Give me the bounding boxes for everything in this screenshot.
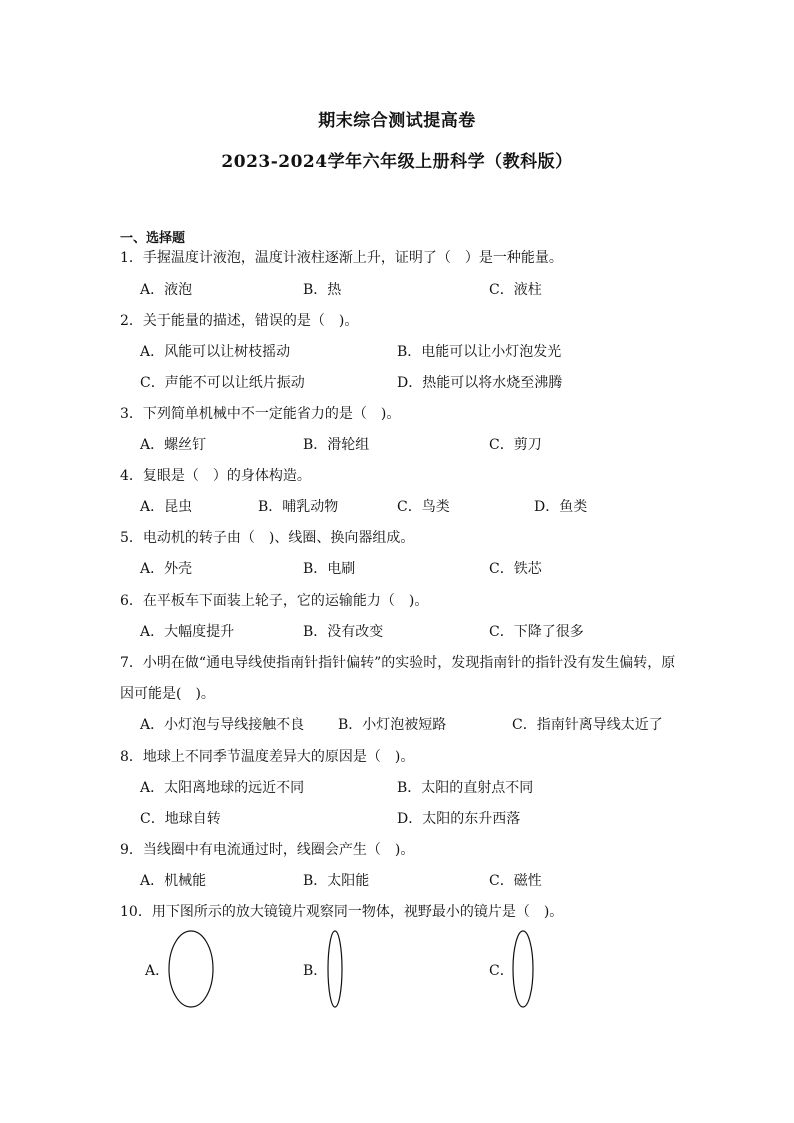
- question-7-stem-continued: 因可能是( )。: [120, 686, 215, 702]
- question-6-option-a: A．大幅度提升: [140, 624, 235, 640]
- question-9-option-b: B．太阳能: [303, 873, 370, 889]
- question-8-option-d: D．太阳的东升西落: [397, 811, 521, 827]
- question-7-option-b: B．小灯泡被短路: [338, 717, 447, 733]
- question-8-option-b: B．太阳的直射点不同: [397, 780, 534, 796]
- question-4-option-d: D．鱼类: [534, 499, 588, 515]
- question-8-stem: 8．地球上不同季节温度差异大的原因是（ )。: [120, 749, 415, 765]
- question-5-option-b: B．电刷: [303, 561, 356, 577]
- question-6-option-c: C．下降了很多: [489, 624, 584, 640]
- question-10-stem: 10．用下图所示的放大镜镜片观察同一物体，视野最小的镜片是（ )。: [120, 904, 564, 920]
- question-4-option-c: C．鸟类: [397, 499, 450, 515]
- question-3-option-a: A．螺丝钉: [140, 437, 207, 453]
- question-9-option-a: A．机械能: [140, 873, 207, 889]
- question-8-option-c: C．地球自转: [140, 811, 221, 827]
- question-4-stem: 4．复眼是（ ）的身体构造。: [120, 468, 311, 484]
- lens-a-thick-icon: [168, 930, 216, 1010]
- question-10-option-c: C．: [489, 963, 514, 979]
- question-2-stem: 2．关于能量的描述，错误的是（ )。: [120, 313, 359, 329]
- question-4-option-b: B．哺乳动物: [258, 499, 339, 515]
- question-1-option-b: B．热: [303, 282, 342, 298]
- question-10-option-a: A．: [145, 963, 170, 979]
- question-5-option-a: A．外壳: [140, 561, 193, 577]
- question-3-option-b: B．滑轮组: [303, 437, 370, 453]
- question-1-option-a: A．液泡: [140, 282, 193, 298]
- lens-c-medium-icon: [511, 930, 537, 1010]
- question-7-stem: 7．小明在做“通电导线使指南针指针偏转”的实验时，发现指南针的指针没有发生偏转，原: [120, 655, 676, 671]
- lens-b-thin-icon: [326, 930, 346, 1010]
- question-3-option-c: C．剪刀: [489, 437, 542, 453]
- question-2-option-c: C．声能不可以让纸片振动: [140, 375, 305, 391]
- section-heading: 一、选择题: [120, 231, 186, 246]
- question-9-option-c: C．磁性: [489, 873, 542, 889]
- question-2-option-d: D．热能可以将水烧至沸腾: [397, 375, 563, 391]
- question-10-option-b: B．: [303, 963, 328, 979]
- question-7-option-c: C．指南针离导线太近了: [512, 717, 663, 733]
- question-1-option-c: C．液柱: [489, 282, 542, 298]
- question-2-option-b: B．电能可以让小灯泡发光: [397, 344, 562, 360]
- question-6-stem: 6．在平板车下面装上轮子，它的运输能力（ )。: [120, 593, 429, 609]
- question-6-option-b: B．没有改变: [303, 624, 384, 640]
- question-9-stem: 9．当线圈中有电流通过时，线圈会产生（ )。: [120, 842, 415, 858]
- question-7-option-a: A．小灯泡与导线接触不良: [140, 717, 305, 733]
- question-5-stem: 5．电动机的转子由（ )、线圈、换向器组成。: [120, 530, 415, 546]
- question-1-stem: 1．手握温度计液泡，温度计液柱逐渐上升，证明了（ ）是一种能量。: [120, 250, 563, 266]
- exam-subtitle: 2023-2024学年六年级上册科学（教科版）: [221, 152, 573, 172]
- question-5-option-c: C．铁芯: [489, 561, 542, 577]
- question-4-option-a: A．昆虫: [140, 499, 193, 515]
- exam-title: 期末综合测试提高卷: [318, 111, 476, 131]
- question-2-option-a: A．风能可以让树枝摇动: [140, 344, 291, 360]
- question-3-stem: 3．下列简单机械中不一定能省力的是（ )。: [120, 406, 401, 422]
- question-8-option-a: A．太阳离地球的远近不同: [140, 780, 305, 796]
